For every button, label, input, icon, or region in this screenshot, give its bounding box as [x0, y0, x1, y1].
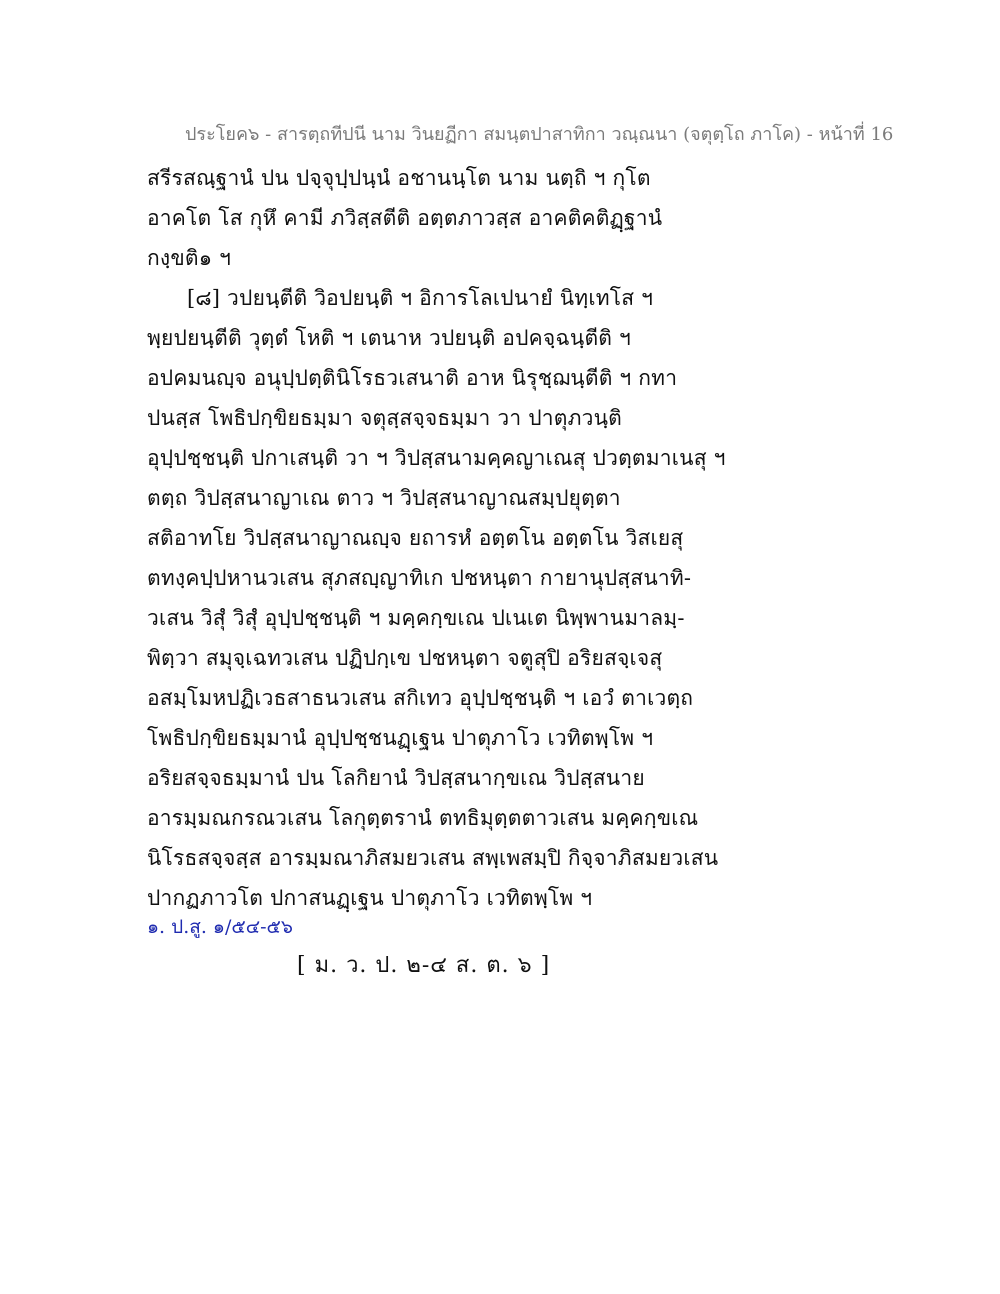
- text-line: อาคโต โส กุหึ คามี ภวิสฺสตีติ อตฺตภาวสฺส อาคติคติฏฺฐานํ: [147, 206, 663, 230]
- section-reference: [ ม. ว. ป. ๒-๔ ส. ต. ๖ ]: [297, 953, 551, 978]
- text-line: ปากฏภาวโต ปกาสนฏฺเฐน ปาตุภาโว เวทิตพฺโพ ฯ: [147, 886, 593, 910]
- footnote: ๑. ป.สู. ๑/๕๔-๕๖: [147, 916, 293, 938]
- text-line: อสมฺโมหปฏิเวธสาธนวเสน สกิเทว อุปฺปชฺชนฺติ ฯ เอวํ ตาเวตฺถ: [147, 686, 694, 710]
- paragraph-start-line: [๘] วปยนฺตีติ วิอปยนฺติ ฯ อิการโลเปนายํ นิทฺเทโส ฯ: [187, 286, 654, 310]
- text-line: สรีรสณฺฐานํ ปน ปจฺจุปฺปนฺนํ อชานนฺโต นาม นตฺถิ ฯ กุโต: [147, 166, 651, 190]
- text-line: สติอาทโย วิปสฺสนาญาณญฺจ ยถารหํ อตฺตโน อตฺตโน วิสเยสุ: [147, 526, 684, 550]
- text-line: ปนสฺส โพธิปกฺขิยธมฺมา จตุสฺสจฺจธมฺมา วา ปาตุภวนฺติ: [147, 406, 623, 430]
- text-line: อปคมนญฺจ อนุปฺปตฺตินิโรธวเสนาติ อาห นิรุชฺฌนฺตีติ ฯ กทา: [147, 366, 678, 390]
- text-line: ตทงฺคปฺปหานวเสน สุภสญฺญาทิเก ปชหนฺตา กายานุปสฺสนาทิ-: [147, 566, 692, 590]
- text-line: นิโรธสจฺจสฺส อารมฺมณาภิสมยวเสน สพฺเพสมฺปิ กิจฺจาภิสมยวเสน: [147, 846, 719, 870]
- text-line: ตตฺถ วิปสฺสนาญาเณ ตาว ฯ วิปสฺสนาญาณสมฺปยุตฺตา: [147, 486, 621, 510]
- body-text: [147, 158, 787, 918]
- text-line: พิตฺวา สมุจฺเฉทวเสน ปฏิปกฺเข ปชหนฺตา จตูสุปิ อริยสจฺเจสุ: [147, 646, 663, 670]
- text-line: พฺยปยนฺตีติ วุตฺตํ โหติ ฯ เตนาห วปยนฺติ อปคจฺฉนฺตีติ ฯ: [147, 326, 632, 350]
- text-line: วเสน วิสุํ วิสุํ อุปฺปชฺชนฺติ ฯ มคฺคกฺขเณ ปเนเต นิพฺพานมาลมฺ-: [147, 606, 685, 630]
- text-line: อารมฺมณกรณวเสน โลกุตฺตรานํ ตทธิมุตฺตตาวเสน มคฺคกฺขเณ: [147, 806, 699, 830]
- text-line: โพธิปกฺขิยธมฺมานํ อุปฺปชฺชนฏฺเฐน ปาตุภาโว เวทิตพฺโพ ฯ: [147, 726, 654, 750]
- text-line: กงฺขติ๑ ฯ: [147, 246, 232, 270]
- text-line: อริยสจฺจธมฺมานํ ปน โลกิยานํ วิปสฺสนากฺขเณ วิปสฺสนาย: [147, 766, 645, 790]
- text-line: อุปฺปชฺชนฺติ ปกาเสนฺติ วา ฯ วิปสฺสนามคฺคญาเณสุ ปวตฺตมาเนสุ ฯ: [147, 446, 726, 470]
- page-header: ประโยค๖ - สารตฺถทีปนี นาม วินยฏีกา สมนฺตปาสาทิกา วณฺณนา (จตุตฺโถ ภาโค) - หน้าที่ 16: [185, 124, 894, 145]
